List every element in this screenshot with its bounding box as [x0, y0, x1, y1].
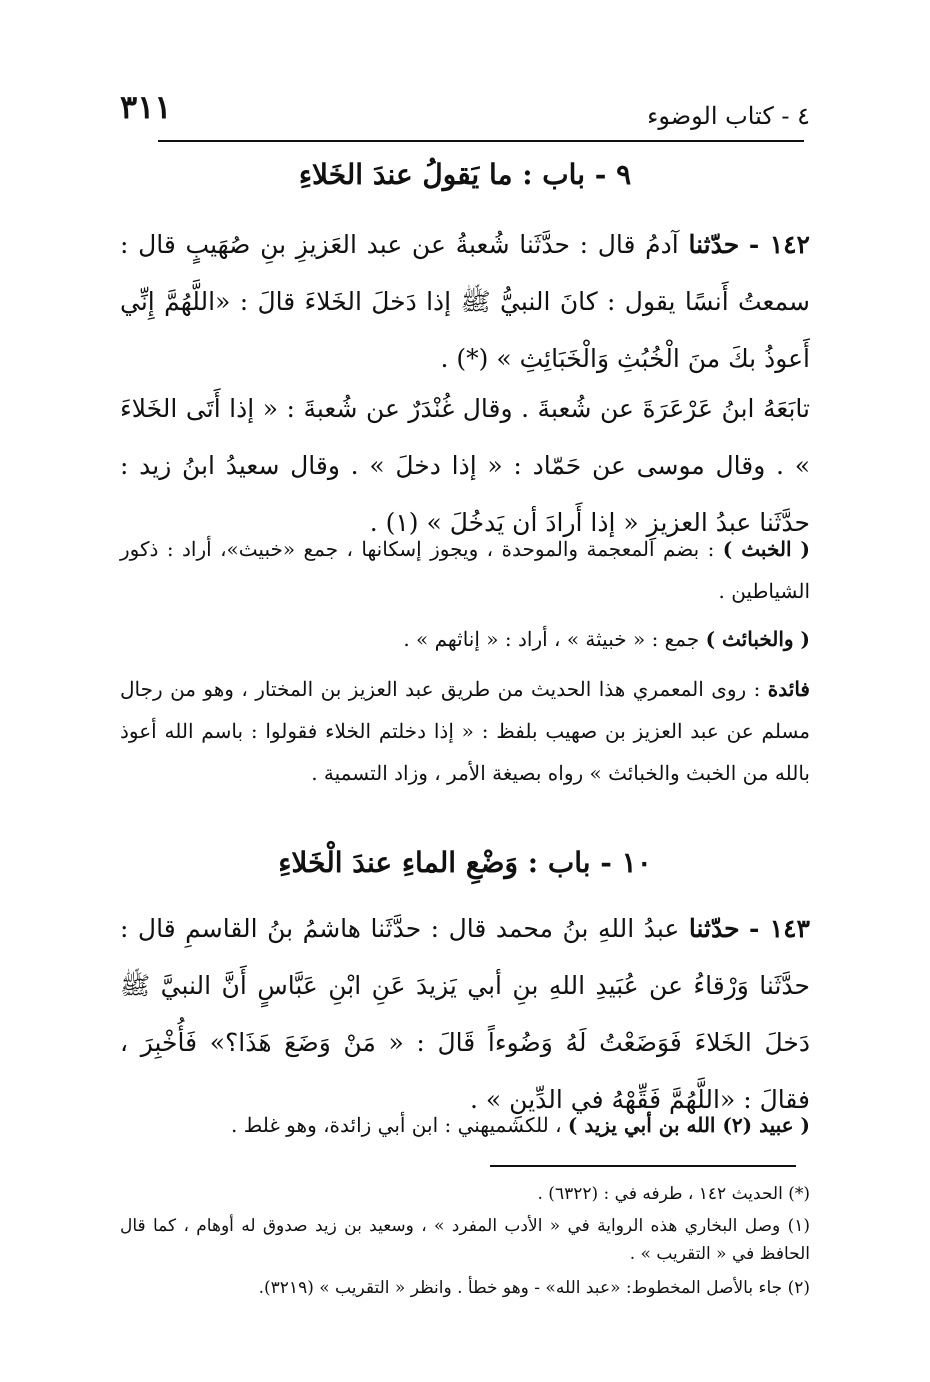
- note-text: جمع : « خبيثة » ، أراد : « إناثهم » .: [403, 627, 706, 651]
- footnote-star: (*) الحديث ١٤٢ ، طرفه في : (٦٣٢٢) .: [537, 1184, 810, 1204]
- hadith-number: ١٤٣ -: [749, 914, 810, 943]
- hadith-143: [120, 900, 810, 1128]
- section-heading-10: ١٠ - باب : وَضْعِ الماءِ عندَ الْخَلاءِ: [278, 846, 652, 879]
- hadith-number: ١٤٢ -: [748, 230, 810, 259]
- footnote-rule: [490, 1165, 796, 1167]
- note-ubayd: [120, 1104, 810, 1146]
- note-khubth: [120, 528, 810, 612]
- hadith-text: عبدُ اللهِ بنُ محمد قال : حدَّثَنا هاشمُ بنُ القاسمِ قال : حدَّثَنا وَرْقاءُ عن عُبَيدِ اللهِ بنِ أبي يَزيدَ عَنِ ابْنِ عَبَّاسٍ أَنَّ النبيَّ ﷺ دَخلَ الخَلاءَ فَوَضَعْتُ لَهُ وَضُوءاً قَالَ : « مَنْ وَضَعَ هَذَا؟» فَأُخْبِرَ ، فقالَ : «اللَّهُمَّ فَقِّهْهُ في الدِّينِ » .: [120, 914, 810, 1114]
- footnote-1: (١) وصل البخاري هذه الرواية في « الأدب المفرد » ، وسعيد بن زيد صدوق له أوهام ، كما قال الحافظ في « التقريب » .: [120, 1216, 810, 1264]
- section-heading-9: ٩ - باب : ما يَقولُ عندَ الخَلاءِ: [298, 158, 632, 191]
- hadith-text: آدمُ قال : حدَّثَنا شُعبةُ عن عبد العَزيزِ بنِ صُهَيبٍ قال : سمعتُ أَنسًا يقول : كانَ النبيُّ ﷺ إذا دَخلَ الخَلاءَ قالَ : «اللَّهُمَّ إِنِّي أَعوذُ بكَ منَ الْخُبُثِ وَالْخَبَائِثِ » (*) .: [120, 230, 810, 373]
- note-khabaith: [120, 618, 810, 660]
- footnote-2: (٢) جاء بالأصل المخطوط: «عبد الله» - وهو خطأ . وانظر « التقريب » (٣٢١٩).: [258, 1278, 810, 1298]
- note-lead: فائدة: [767, 677, 810, 701]
- hadith-lead: حدّثنا: [688, 230, 740, 259]
- header-rule: [158, 140, 804, 142]
- note-faida: [120, 668, 810, 794]
- chapter-title: ٤ - كتاب الوضوء: [647, 102, 810, 130]
- note-lead: ( والخبائث ): [705, 627, 810, 651]
- page-header: [120, 88, 810, 136]
- page-number: ٣١١: [120, 88, 172, 126]
- note-lead: ( الخبث ): [722, 537, 810, 561]
- note-text: : روى المعمري هذا الحديث من طريق عبد العزيز بن المختار ، وهو من رجال مسلم عن عبد العزيز بن صهيب بلفظ : « إذا دخلتم الخلاء فقولوا : باسم الله أعوذ بالله من الخبث والخبائث » رواه بصيغة الأمر ، وزاد التسمية .: [120, 677, 810, 785]
- note-text: ، للكشميهني : ابن أبي زائدة، وهو غلط .: [231, 1113, 568, 1137]
- note-text: : بضم المعجمة والموحدة ، ويجوز إسكانها ، جمع «خبيث»، أراد : ذكور الشياطين .: [120, 537, 810, 603]
- hadith-lead: حدّثنا: [688, 914, 740, 943]
- mutabaa-paragraph: تابَعَهُ ابنُ عَرْعَرَةَ عن شُعبةَ . وقال غُنْدَرٌ عن شُعبةَ : « إذا أَتَى الخَلاءَ » . وقال موسى عن حَمّاد : « إذا دخلَ » . وقال سعيدُ ابنُ زيد : حدَّثَنا عبدُ العزيزِ « إذا أَرادَ أن يَدخُلَ » (١) .: [120, 394, 810, 537]
- note-lead: ( عبيد (٢) الله بن أبي يزيد ): [567, 1113, 810, 1137]
- hadith-142: [120, 216, 810, 387]
